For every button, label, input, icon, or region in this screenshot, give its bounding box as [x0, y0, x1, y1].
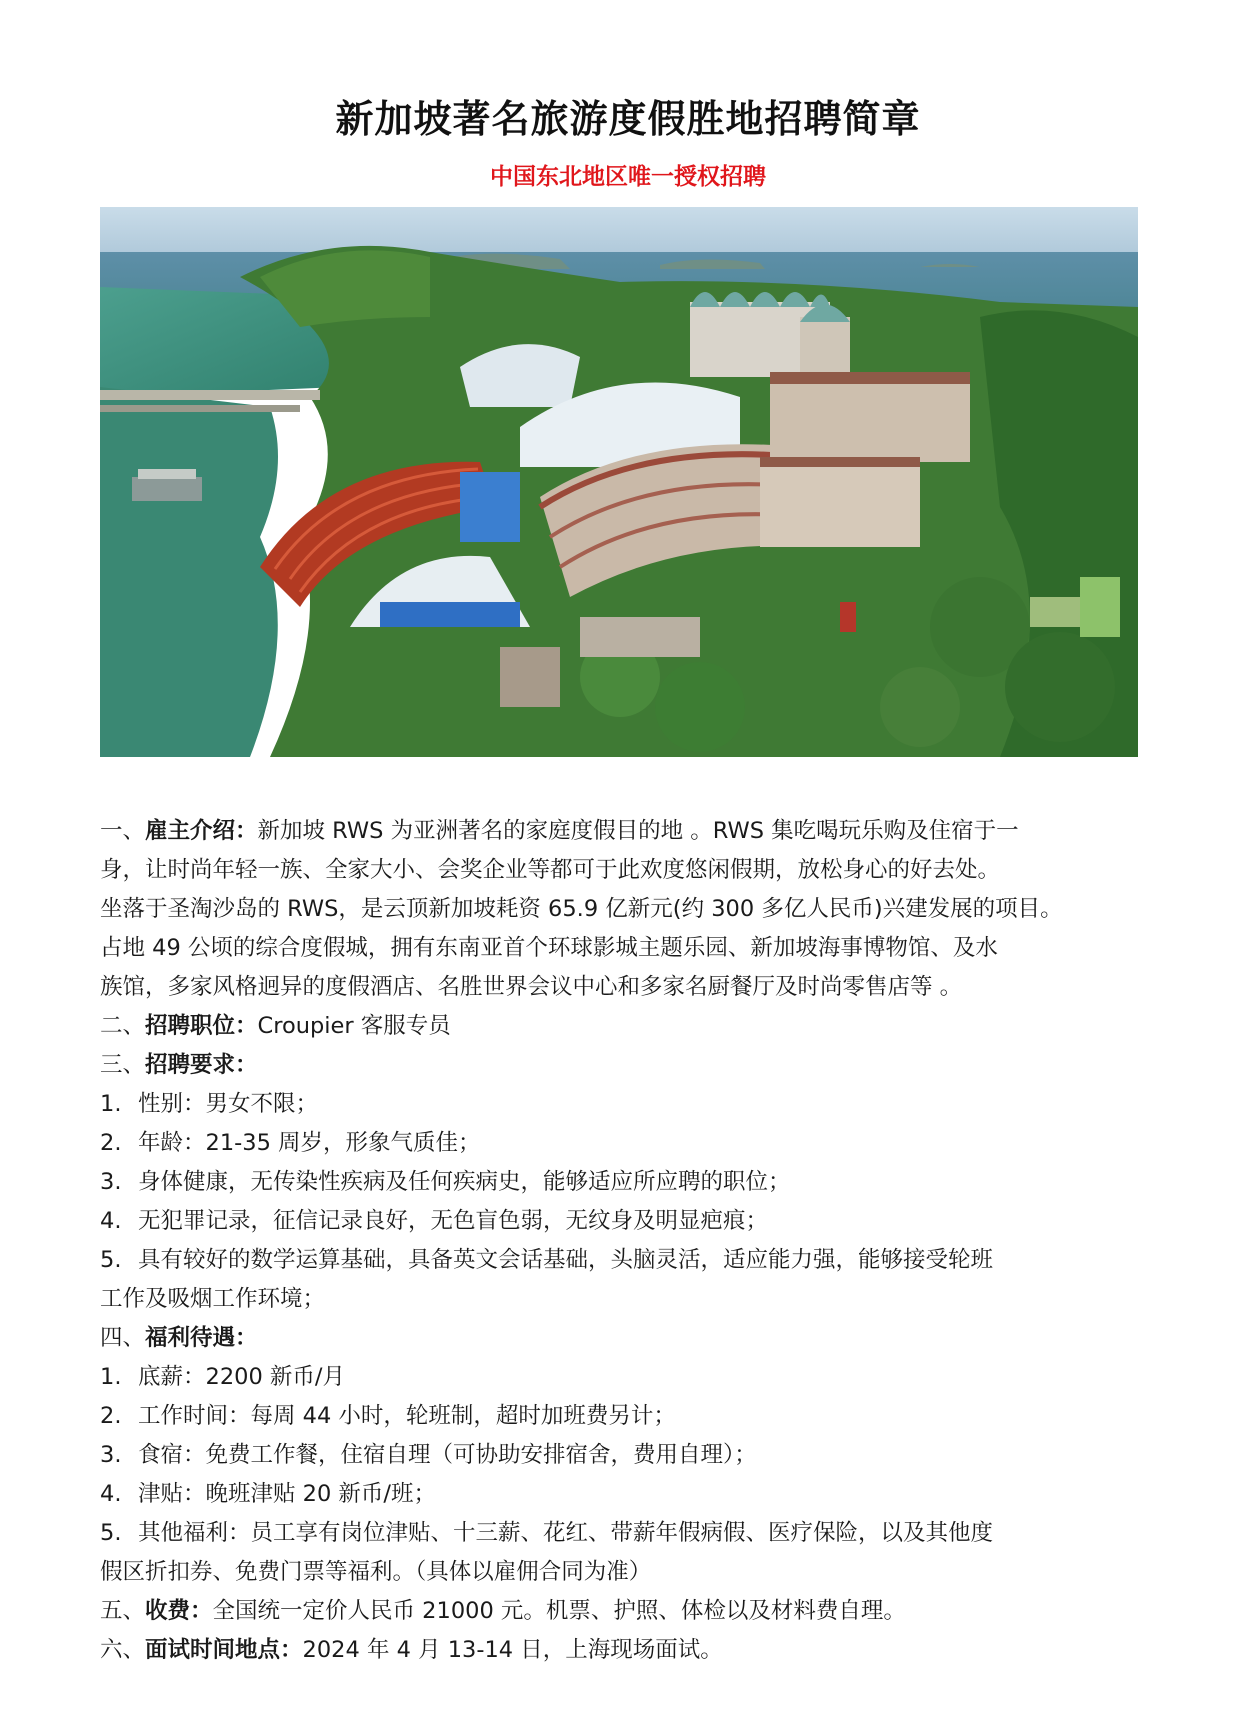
recruitment-body — [100, 812, 1140, 1670]
list-item-continuation: 假区折扣券、免费门票等福利。（具体以雇佣合同为准） — [100, 1559, 652, 1585]
benefits-heading — [100, 1319, 1140, 1358]
employer-line: 族馆，多家风格迥异的度假酒店、名胜世界会议中心和多家名厨餐厅及时尚零售店等 。 — [100, 974, 963, 1000]
interview-section — [100, 1631, 1140, 1670]
list-item — [100, 1436, 1140, 1475]
item-text: 无犯罪记录，征信记录良好，无色盲色弱，无纹身及明显疤痕； — [138, 1208, 769, 1234]
section-prefix: 六、 — [100, 1637, 146, 1663]
list-item — [100, 1514, 1140, 1553]
list-item — [100, 1163, 1140, 1202]
item-number: 2. — [100, 1403, 122, 1429]
list-item — [100, 1085, 1140, 1124]
item-text: 底薪：2200 新币/月 — [138, 1364, 345, 1390]
item-text: 身体健康，无传染性疾病及任何疾病史，能够适应所应聘的职位； — [138, 1169, 791, 1195]
list-item — [100, 1241, 1140, 1280]
section-label-interview: 面试时间地点： — [145, 1637, 303, 1663]
list-item — [100, 1358, 1140, 1397]
list-item — [100, 1124, 1140, 1163]
section-prefix: 三、 — [100, 1052, 146, 1078]
requirements-heading — [100, 1046, 1140, 1085]
item-text: 具有较好的数学运算基础，具备英文会话基础，头脑灵活，适应能力强，能够接受轮班 — [138, 1247, 994, 1273]
item-number: 4. — [100, 1481, 122, 1507]
section-prefix: 一、 — [100, 818, 146, 844]
item-text: 食宿：免费工作餐，住宿自理（可协助安排宿舍，费用自理）； — [138, 1442, 757, 1468]
position-value: Croupier 客服专员 — [257, 1013, 451, 1039]
section-label-position: 招聘职位： — [145, 1013, 258, 1039]
item-text: 津贴：晚班津贴 20 新币/班； — [138, 1481, 437, 1507]
item-text: 其他福利：员工享有岗位津贴、十三薪、花红、带薪年假病假、医疗保险，以及其他度 — [138, 1520, 994, 1546]
list-item — [100, 1202, 1140, 1241]
section-label-fee: 收费： — [145, 1598, 213, 1624]
employer-line: 身，让时尚年轻一族、全家大小、会奖企业等都可于此欢度悠闲假期，放松身心的好去处。 — [100, 857, 1001, 883]
section-prefix: 五、 — [100, 1598, 146, 1624]
item-number: 1. — [100, 1364, 122, 1390]
fee-value: 全国统一定价人民币 21000 元。机票、护照、体检以及材料费自理。 — [212, 1598, 906, 1624]
section-label-employer: 雇主介绍： — [145, 818, 258, 844]
item-text: 性别：男女不限； — [138, 1091, 319, 1117]
item-number: 3. — [100, 1169, 122, 1195]
employer-line: 新加坡 RWS 为亚洲著名的家庭度假目的地 。RWS 集吃喝玩乐购及住宿于一 — [257, 818, 1019, 844]
section-prefix: 四、 — [100, 1325, 146, 1351]
list-item — [100, 1397, 1140, 1436]
page-title: 新加坡著名旅游度假胜地招聘简章 — [335, 97, 921, 141]
page-subtitle: 中国东北地区唯一授权招聘 — [490, 164, 766, 190]
employer-line: 占地 49 公顷的综合度假城，拥有东南亚首个环球影城主题乐园、新加坡海事博物馆、及水 — [100, 935, 998, 961]
list-item-continuation: 工作及吸烟工作环境； — [100, 1286, 326, 1312]
item-number: 5. — [100, 1247, 122, 1273]
item-text: 工作时间：每周 44 小时，轮班制，超时加班费另计； — [138, 1403, 676, 1429]
fee-section — [100, 1592, 1140, 1631]
item-number: 3. — [100, 1442, 122, 1468]
position-section — [100, 1007, 1140, 1046]
list-item — [100, 1475, 1140, 1514]
resort-aerial-photo — [100, 207, 1138, 757]
item-text: 年龄：21-35 周岁，形象气质佳； — [138, 1130, 481, 1156]
item-number: 4. — [100, 1208, 122, 1234]
item-number: 1. — [100, 1091, 122, 1117]
interview-value: 2024 年 4 月 13-14 日，上海现场面试。 — [302, 1637, 723, 1663]
item-number: 5. — [100, 1520, 122, 1546]
employer-line: 坐落于圣淘沙岛的 RWS，是云顶新加坡耗资 65.9 亿新元(约 300 多亿人民币)兴建发展的项目。 — [100, 896, 1063, 922]
section-label-benefits: 福利待遇： — [145, 1325, 258, 1351]
section-prefix: 二、 — [100, 1013, 146, 1039]
section-label-requirements: 招聘要求： — [145, 1052, 258, 1078]
item-number: 2. — [100, 1130, 122, 1156]
employer-section — [100, 812, 1140, 1007]
